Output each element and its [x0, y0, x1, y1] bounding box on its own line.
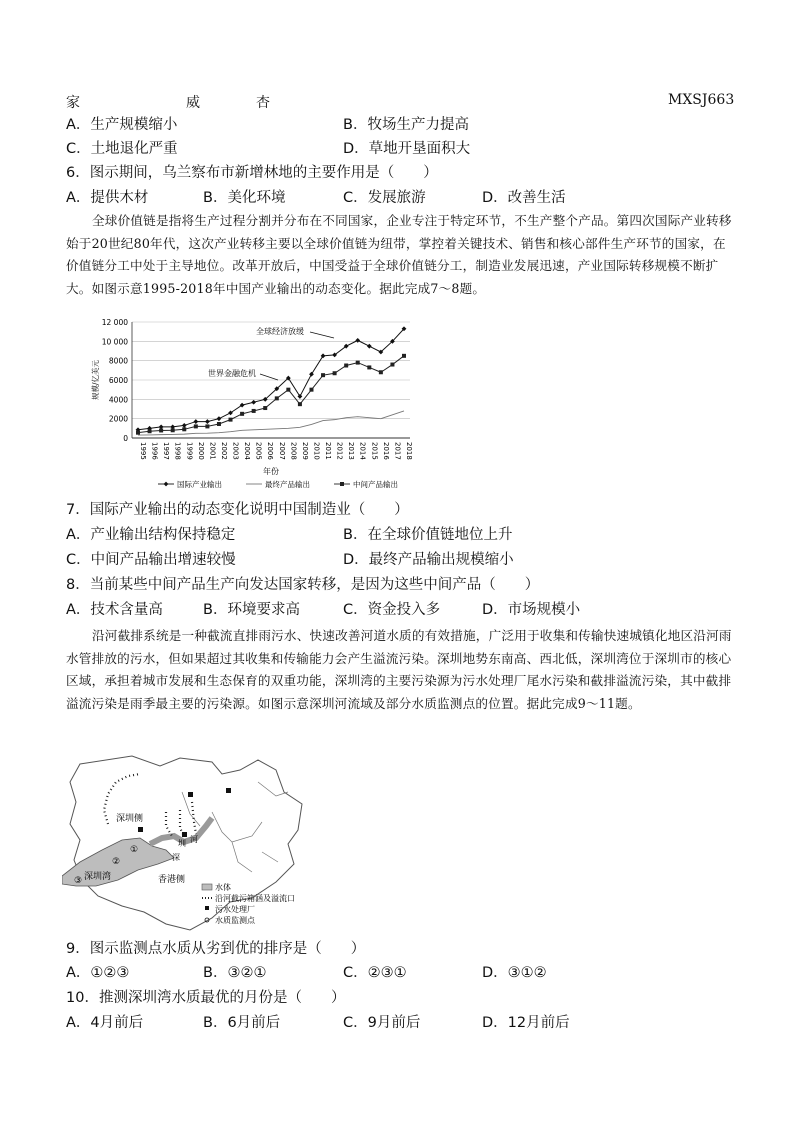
q6-option-d: D．改善生活	[482, 190, 566, 206]
header-char-1: 家	[66, 95, 80, 111]
chart-svg	[88, 312, 423, 497]
y-axis-label: 规模/亿美元	[91, 359, 100, 401]
x-tick-label: 2005	[254, 442, 263, 460]
data-point-export	[251, 400, 256, 405]
q9-option-c: C．②③①	[343, 965, 407, 981]
q10-option-a: A．4月前后	[66, 1015, 144, 1031]
q7-option-a: A．产业输出结构保持稳定	[66, 527, 236, 543]
legend-monitor-label: 水质监测点	[215, 916, 255, 925]
label-river-char-1: 深	[172, 853, 180, 862]
x-tick-label: 2016	[381, 442, 390, 460]
x-tick-label: 2013	[347, 442, 356, 460]
shenzhen-river-map	[62, 752, 326, 934]
data-point-intermediate	[182, 427, 186, 431]
data-point-export	[217, 416, 222, 421]
label-river-char-2: 圳	[178, 839, 186, 848]
data-point-intermediate	[205, 424, 209, 428]
data-point-intermediate	[321, 373, 325, 377]
q7-option-b: B．在全球价值链地位上升	[343, 527, 513, 543]
q6-option-a: A．提供木材	[66, 190, 149, 206]
q10-option-c: C．9月前后	[343, 1015, 421, 1031]
legend-plant-swatch	[205, 906, 209, 910]
plant-marker	[138, 827, 143, 832]
passage-global-value-chain	[66, 210, 734, 300]
passage-2-text: 沿河截排系统是一种截流直排雨污水、快速改善河道水质的有效措施，广泛用于收集和传输快速城镇化地区沿河雨水管排放的污水，但如果超过其收集和传输能力会产生溢流污染。深圳地势东南高、西北低，深圳湾位于深圳市的核心区域，承担着城市发展和生态保育的双重功能，深圳湾的主要污染源为污水处理厂尾水污染和截排溢流污染，其中截排溢流污染是雨季最主要的污染源。如图示意深圳河流域及部分水质监测点的位置。据此完成9～11题。	[66, 628, 732, 711]
data-point-intermediate	[148, 429, 152, 433]
monitor-point-2: ②	[112, 857, 121, 867]
monitor-point-1: ①	[130, 845, 139, 855]
x-tick-label: 2002	[219, 442, 228, 460]
x-tick-label: 2010	[312, 442, 321, 460]
x-tick-label: 2011	[324, 442, 333, 460]
legend-marker	[340, 482, 344, 486]
q6-option-c: C．发展旅游	[343, 190, 426, 206]
x-tick-label: 1997	[162, 442, 171, 460]
plant-marker	[226, 788, 231, 793]
legend-interceptor-label: 沿河截污箱涵及溢流口	[215, 894, 295, 903]
x-tick-label: 1995	[139, 442, 147, 460]
q8-option-c: C．资金投入多	[343, 602, 441, 618]
annotation-arrow	[310, 332, 334, 338]
label-river-char-3: 河	[190, 835, 198, 844]
data-point-intermediate	[252, 409, 256, 413]
y-tick-label: 2000	[108, 414, 128, 424]
annotation-slowdown: 全球经济放缓	[256, 327, 304, 336]
annotation-arrow	[260, 374, 278, 380]
x-tick-label: 2008	[289, 442, 298, 460]
data-point-intermediate	[171, 428, 175, 432]
x-axis-label: 年份	[263, 467, 279, 476]
map-svg	[62, 752, 326, 934]
data-point-intermediate	[275, 396, 279, 400]
legend-label: 国际产业输出	[177, 480, 222, 489]
x-tick-label: 2012	[335, 442, 344, 460]
legend-water-label: 水体	[215, 883, 231, 892]
data-point-intermediate	[286, 388, 290, 392]
label-shenzhen-side: 深圳侧	[116, 814, 144, 824]
passage-shenzhen-bay	[66, 625, 734, 715]
data-point-intermediate	[298, 402, 302, 406]
x-tick-label: 2009	[300, 442, 309, 460]
x-tick-label: 1999	[185, 442, 194, 460]
data-point-intermediate	[367, 365, 371, 369]
data-point-intermediate	[263, 406, 267, 410]
x-tick-label: 2000	[196, 442, 205, 460]
annotation-crisis: 世界金融危机	[208, 369, 256, 378]
passage-1-text: 全球价值链是指将生产过程分割并分布在不同国家，企业专注于特定环节，不生产整个产品。第四次国际产业转移始于20世纪80年代，这次产业转移主要以全球价值链为纽带，掌控着关键技术、销售和核心部件生产环节的国家，在价值链分工中处于主导地位。改革开放后，中国受益于全球价值链分工，制造业发展迅速，产业国际转移规模不断扩大。如图示意1995-2018年中国产业输出的动态变化。据此完成7～8题。	[66, 213, 732, 296]
header-char-2: 威	[186, 95, 200, 111]
data-point-export	[355, 338, 360, 343]
legend-water-swatch	[202, 884, 212, 890]
x-tick-label: 2001	[208, 442, 217, 460]
y-tick-label: 8000	[108, 356, 128, 366]
data-point-intermediate	[229, 418, 233, 422]
label-hongkong-side: 香港侧	[158, 875, 186, 885]
x-tick-label: 1998	[173, 442, 182, 460]
doc-code: MXSJ663	[668, 92, 735, 108]
series-line-1	[138, 329, 404, 430]
y-tick-label: 10 000	[101, 337, 128, 347]
data-point-intermediate	[402, 354, 406, 358]
monitor-point-3: ③	[74, 876, 83, 886]
y-tick-label: 0	[123, 434, 128, 443]
q8-option-b: B．环境要求高	[203, 602, 300, 618]
q5-option-b: B．牧场生产力提高	[343, 117, 469, 133]
q6-option-b: B．美化环境	[203, 190, 286, 206]
legend-label: 中间产品输出	[353, 480, 398, 489]
q8-option-d: D．市场规模小	[482, 602, 581, 618]
y-tick-label: 4000	[108, 395, 128, 405]
data-point-export	[193, 419, 198, 424]
x-tick-label: 1996	[150, 442, 159, 460]
data-point-intermediate	[217, 422, 221, 426]
data-point-intermediate	[344, 364, 348, 368]
plant-marker	[182, 832, 187, 837]
legend-marker	[164, 482, 169, 487]
data-point-intermediate	[159, 428, 163, 432]
q6-stem: 6．图示期间，乌兰察布市新增林地的主要作用是（ ）	[66, 165, 438, 181]
q9-stem: 9．图示监测点水质从劣到优的排序是（ ）	[66, 941, 366, 957]
data-point-intermediate	[194, 424, 198, 428]
x-tick-label: 2006	[266, 442, 275, 460]
data-point-export	[309, 372, 314, 377]
x-tick-label: 2003	[231, 442, 240, 460]
label-bay: 深圳湾	[84, 872, 112, 882]
data-point-intermediate	[356, 361, 360, 365]
series-line-2	[138, 411, 404, 435]
data-point-export	[367, 344, 372, 349]
data-point-intermediate	[136, 431, 140, 435]
q7-stem: 7．国际产业输出的动态变化说明中国制造业（ ）	[66, 502, 409, 518]
q9-option-a: A．①②③	[66, 965, 130, 981]
x-tick-label: 2004	[243, 442, 252, 460]
q9-option-b: B．③②①	[203, 965, 267, 981]
data-point-intermediate	[309, 388, 313, 392]
legend-label: 最终产品输出	[265, 480, 310, 489]
data-point-intermediate	[333, 371, 337, 375]
data-point-intermediate	[240, 412, 244, 416]
x-tick-label: 2007	[277, 442, 286, 460]
q9-option-d: D．③①②	[482, 965, 547, 981]
x-tick-label: 2015	[370, 442, 379, 460]
q7-option-d: D．最终产品输出规模缩小	[343, 552, 514, 568]
data-point-export	[321, 353, 326, 358]
data-point-intermediate	[390, 363, 394, 367]
data-point-export	[298, 394, 303, 399]
q7-option-c: C．中间产品输出增速较慢	[66, 552, 236, 568]
industry-output-chart	[88, 312, 423, 497]
q5-option-c: C．土地退化严重	[66, 141, 178, 157]
y-tick-label: 6000	[108, 376, 128, 385]
x-tick-label: 2017	[393, 442, 402, 460]
q5-option-d: D．草地开垦面积大	[343, 141, 471, 157]
plant-marker	[188, 792, 193, 797]
q10-stem: 10．推测深圳湾水质最优的月份是（ ）	[66, 990, 346, 1006]
q10-option-d: D．12月前后	[482, 1015, 570, 1031]
data-point-intermediate	[379, 370, 383, 374]
x-tick-label: 2014	[358, 442, 367, 460]
data-point-export	[182, 423, 187, 428]
x-tick-label: 2018	[405, 442, 413, 460]
q8-stem: 8．当前某些中间产品生产向发达国家转移，是因为这些中间产品（ ）	[66, 577, 540, 593]
header-char-3: 杏	[256, 95, 270, 111]
legend-plant-label: 污水处理厂	[215, 905, 255, 914]
y-tick-label: 12 000	[101, 318, 128, 327]
data-point-export	[205, 419, 210, 424]
q10-option-b: B．6月前后	[203, 1015, 281, 1031]
q8-option-a: A．技术含量高	[66, 602, 163, 618]
q5-option-a: A．生产规模缩小	[66, 117, 178, 133]
